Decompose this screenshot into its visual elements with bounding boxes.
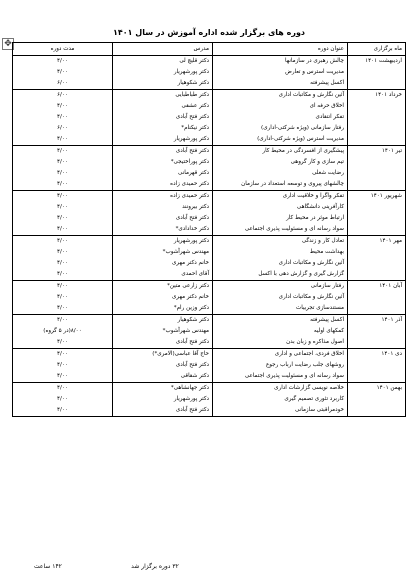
instructor-cell: دکتر شکوهیار [113,78,213,90]
course-cell: کمکهای اولیه [213,326,348,337]
instructor-cell: مهندس شهرآشوب* [113,326,213,337]
table-row [13,247,406,258]
instructor-cell: آقای احمدی [113,269,213,281]
month-cell: آبان ۱۴۰۱ [348,281,406,293]
course-cell: تفکر واگرا و خلاقیت اداری [213,191,348,203]
course-cell: تفکر انتقادی [213,112,348,123]
header-month: ماه برگزاری [348,43,406,56]
course-cell: چالش رهبری در سازمانها [213,56,348,68]
instructor-cell: مهندس شهرآشوب* [113,247,213,258]
duration-cell: ۴/۰۰ [13,405,113,417]
instructor-cell: دکتر شکوهیار [113,315,213,327]
course-cell: اکسل پیشرفته [213,315,348,327]
duration-cell: ۴/۰۰ [13,315,113,327]
instructor-cell: دکتر عشقی [113,101,213,112]
duration-cell: ۶/۰۰ [13,78,113,90]
table-row [13,78,406,90]
duration-cell: ۴/۰۰ [13,303,113,315]
duration-cell: ۴/۰۰ [13,383,113,395]
table-row [13,269,406,281]
month-cell [348,405,406,417]
table-row [13,383,406,395]
course-cell: کاربرد تئوری تصمیم گیری [213,394,348,405]
course-cell: آئین نگارش و مکاتبات اداری [213,258,348,269]
instructor-cell: خانم دکتر مهری [113,292,213,303]
instructor-cell: دکتر طباطبایی [113,90,213,102]
table-row [13,281,406,293]
month-cell [348,179,406,191]
duration-cell: ۴/۰۰ [13,179,113,191]
course-cell: بهداشت محیط [213,247,348,258]
duration-cell: ۶/۰۰ [13,123,113,134]
month-cell [348,101,406,112]
course-cell: اخلاق حرفه ای [213,101,348,112]
table-row [13,394,406,405]
month-cell [348,202,406,213]
month-cell [348,224,406,236]
instructor-cell: دکتر نیکنام* [113,123,213,134]
month-cell: خرداد ۱۴۰۱ [348,90,406,102]
duration-cell: ۴/۰۰ [13,281,113,293]
course-cell: سواد رسانه ای و مسئولیت پذیری اجتماعی [213,371,348,383]
course-cell: سواد رسانه ای و مسئولیت پذیری اجتماعی [213,224,348,236]
table-row [13,56,406,68]
duration-cell: ۴/۰۰ [13,168,113,179]
instructor-cell: دکتر فتح آبادی [113,360,213,371]
instructor-cell: دکتر شقاقی [113,371,213,383]
instructor-cell: دکتر فتح آبادی [113,337,213,349]
course-cell: رفتار سازمانی (ویژه شرکتی-اداری) [213,123,348,134]
instructor-cell: دکتر پوراختیجی* [113,157,213,168]
table-body [13,56,406,417]
table-row [13,360,406,371]
instructor-cell: دکتر فتح آبادی [113,405,213,417]
month-cell [348,112,406,123]
courses-table [12,42,406,417]
month-cell [348,67,406,78]
month-cell [348,394,406,405]
table-row [13,191,406,203]
duration-cell: ۴/۰۰ [13,360,113,371]
duration-cell: ۴/۰۰ [13,56,113,68]
table-row [13,101,406,112]
course-cell: ارتباط موثر در محیط کار [213,213,348,224]
table-row [13,405,406,417]
instructor-cell: دکتر زارعی متین* [113,281,213,293]
duration-cell: ۴/۰۰ [13,247,113,258]
table-row [13,292,406,303]
course-cell: اخلاق فردی، اجتماعی و اداری [213,349,348,361]
table-row [13,202,406,213]
month-cell [348,157,406,168]
month-cell: اردیبهشت ۱۴۰۱ [348,56,406,68]
duration-cell: ۴/۰۰ [13,134,113,146]
course-cell: اصول مذاکره و زبان بدن [213,337,348,349]
course-cell: خودمراقبتی سازمانی [213,405,348,417]
course-cell: پیشگیری از افسردگی در محیط کار [213,146,348,158]
course-cell: اکسل پیشرفته [213,78,348,90]
table-row [13,67,406,78]
instructor-cell: دکتر بیرونند [113,202,213,213]
table-row [13,168,406,179]
month-cell [348,292,406,303]
table-row [13,157,406,168]
course-cell: گزارش گیری و گزارش دهی با اکسل [213,269,348,281]
month-cell [348,247,406,258]
table-row [13,134,406,146]
course-cell: تیم سازی و کار گروهی [213,157,348,168]
table-row [13,213,406,224]
table-row [13,303,406,315]
duration-cell: ۸/۰۰(در ۵ گروه) [13,326,113,337]
month-cell [348,326,406,337]
instructor-cell: حاج آقا عباسی(الامری*) [113,349,213,361]
duration-cell: ۴/۰۰ [13,67,113,78]
header-instructor: مدرس [113,43,213,56]
table-row [13,337,406,349]
total-sessions: ۳۲ دوره برگزار شد [131,563,179,570]
course-cell: آئین نگارش و مکاتبات اداری [213,292,348,303]
course-cell: رضایت شغلی [213,168,348,179]
duration-cell: ۴/۰۰ [13,292,113,303]
month-cell [348,213,406,224]
duration-cell: ۴/۰۰ [13,191,113,203]
table-row [13,326,406,337]
table-row [13,349,406,361]
duration-cell: ۴/۰۰ [13,224,113,236]
duration-cell: ۴/۰۰ [13,112,113,123]
month-cell [348,337,406,349]
duration-cell: ۴/۰۰ [13,236,113,248]
header-duration: مدت دوره [13,43,113,56]
table-row [13,123,406,134]
duration-cell: ۶/۰۰ [13,90,113,102]
month-cell [348,371,406,383]
table-row [13,112,406,123]
month-cell: دی ۱۴۰۱ [348,349,406,361]
instructor-cell: دکتر پورشهریار [113,67,213,78]
instructor-cell: دکتر قلیچ لی [113,56,213,68]
instructor-cell: دکتر فتح آبادی [113,146,213,158]
total-hours: ۱۴۲ ساعت [34,563,62,570]
month-cell [348,134,406,146]
month-cell [348,168,406,179]
instructor-cell: دکتر پورشهریار [113,394,213,405]
table-row [13,224,406,236]
month-cell [348,123,406,134]
instructor-cell: خانم دکتر مهری [113,258,213,269]
duration-cell: ۴/۰۰ [13,371,113,383]
course-cell: رفتار سازمانی [213,281,348,293]
table-row [13,146,406,158]
course-cell: تعادل کار و زندگی [213,236,348,248]
instructor-cell: دکتر فتح آبادی [113,213,213,224]
course-cell: روشهای جلب رضایت ارباب رجوع [213,360,348,371]
course-cell: چالشهای پیروی و توسعه استعداد در سازمان [213,179,348,191]
duration-cell: ۴/۰۰ [13,146,113,158]
instructor-cell: دکتر جهانشاهی* [113,383,213,395]
instructor-cell: دکتر فتح آبادی [113,112,213,123]
table-row [13,315,406,327]
table-row [13,258,406,269]
instructor-cell: دکتر حمیدی زاده [113,179,213,191]
duration-cell: ۴/۰۰ [13,157,113,168]
table-row [13,179,406,191]
course-cell: مدیریت استرس (ویژه شرکتی-اداری) [213,134,348,146]
month-cell [348,258,406,269]
course-cell: کارآفرینی دانشگاهی [213,202,348,213]
header-course: عنوان دوره [213,43,348,56]
document-title: دوره های برگزار شده اداره آموزش در سال ۱۴۰۱ [112,28,306,37]
duration-cell: ۴/۰۰ [13,269,113,281]
duration-cell: ۴/۰۰ [13,213,113,224]
duration-cell: ۴/۰۰ [13,337,113,349]
month-cell: آذر ۱۴۰۱ [348,315,406,327]
instructor-cell: دکتر پورشهریار [113,134,213,146]
instructor-cell: دکتر حمیدی زاده [113,191,213,203]
duration-cell: ۴/۰۰ [13,101,113,112]
month-cell: بهمن ۱۴۰۱ [348,383,406,395]
duration-cell: ۴/۰۰ [13,349,113,361]
table-row [13,90,406,102]
duration-cell: ۴/۰۰ [13,394,113,405]
instructor-cell: دکتر خدادادی* [113,224,213,236]
course-cell: مستندسازی تجربیات [213,303,348,315]
instructor-cell: دکتر وزین رام* [113,303,213,315]
course-cell: خلاصه نویسی گزارشات اداری [213,383,348,395]
month-cell [348,78,406,90]
table-move-handle-icon[interactable]: ✥ [2,38,14,50]
duration-cell: ۴/۰۰ [13,202,113,213]
month-cell [348,269,406,281]
course-cell: مدیریت استرس و تعارض [213,67,348,78]
month-cell: مهر ۱۴۰۱ [348,236,406,248]
table-header-row [13,43,406,56]
month-cell: تیر ۱۴۰۱ [348,146,406,158]
month-cell: شهریور ۱۴۰۱ [348,191,406,203]
table-row [13,236,406,248]
month-cell [348,303,406,315]
table-row [13,371,406,383]
course-cell: آئین نگارش و مکاتبات اداری [213,90,348,102]
duration-cell: ۴/۰۰ [13,258,113,269]
month-cell [348,360,406,371]
instructor-cell: دکتر قهرمانی [113,168,213,179]
instructor-cell: دکتر پورشهریار [113,236,213,248]
